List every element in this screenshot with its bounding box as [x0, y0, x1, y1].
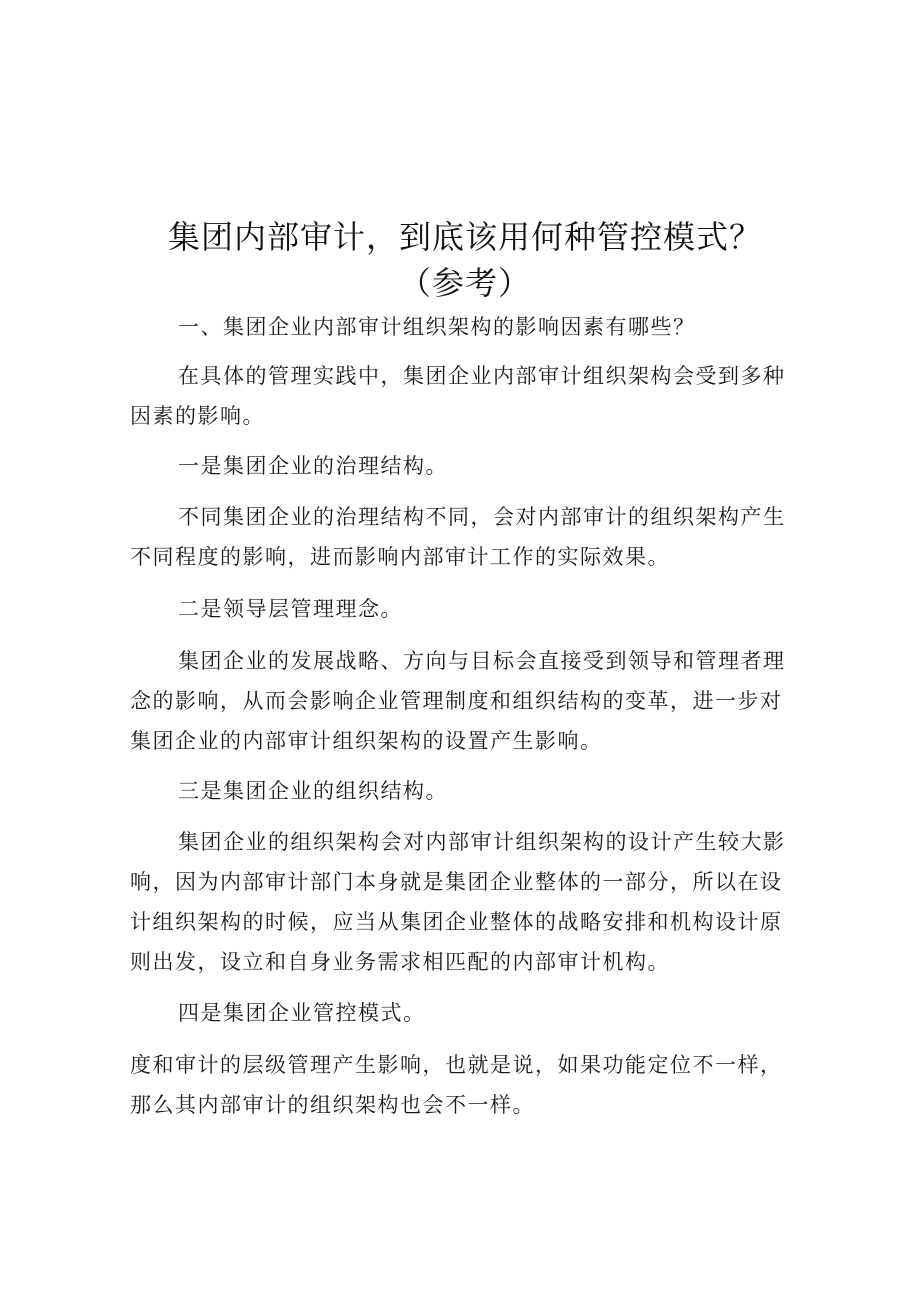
document-title: 集团内部审计，到底该用何种管控模式？（参考）: [167, 218, 762, 302]
factor-heading-leadership: 二是领导层管理理念。: [178, 597, 403, 621]
paragraph-leadership: 集团企业的发展战略、方向与目标会直接受到领导和管理者理念的影响，从而会影响企业管理制度和组织结构的变革，进一步对集团企业的内部审计组织架构的设置产生影响。: [130, 649, 786, 753]
paragraph-intro: 在具体的管理实践中，集团企业内部审计组织架构会受到多种因素的影响。: [130, 364, 786, 428]
factor-heading-control-mode: 四是集团企业管控模式。: [178, 1001, 426, 1025]
paragraph-governance: 不同集团企业的治理结构不同，会对内部审计的组织架构产生不同程度的影响，进而影响内部审计工作的实际效果。: [130, 505, 786, 569]
factor-heading-governance: 一是集团企业的治理结构。: [178, 454, 448, 478]
section-heading-1: 一、集团企业内部审计组织架构的影响因素有哪些？: [178, 315, 696, 339]
paragraph-structure: 集团企业的组织架构会对内部审计组织架构的设计产生较大影响，因为内部审计部门本身就是集团企业整体的一部分，所以在设计组织架构的时候，应当从集团企业整体的战略安排和机构设计原则出发，设立和自身业务需求相匹配的内部审计机构。: [130, 830, 786, 974]
paragraph-control-mode: 度和审计的层级管理产生影响，也就是说，如果功能定位不一样，那么其内部审计的组织架构也会不一样。: [130, 1053, 783, 1117]
factor-heading-structure: 三是集团企业的组织结构。: [178, 779, 448, 803]
